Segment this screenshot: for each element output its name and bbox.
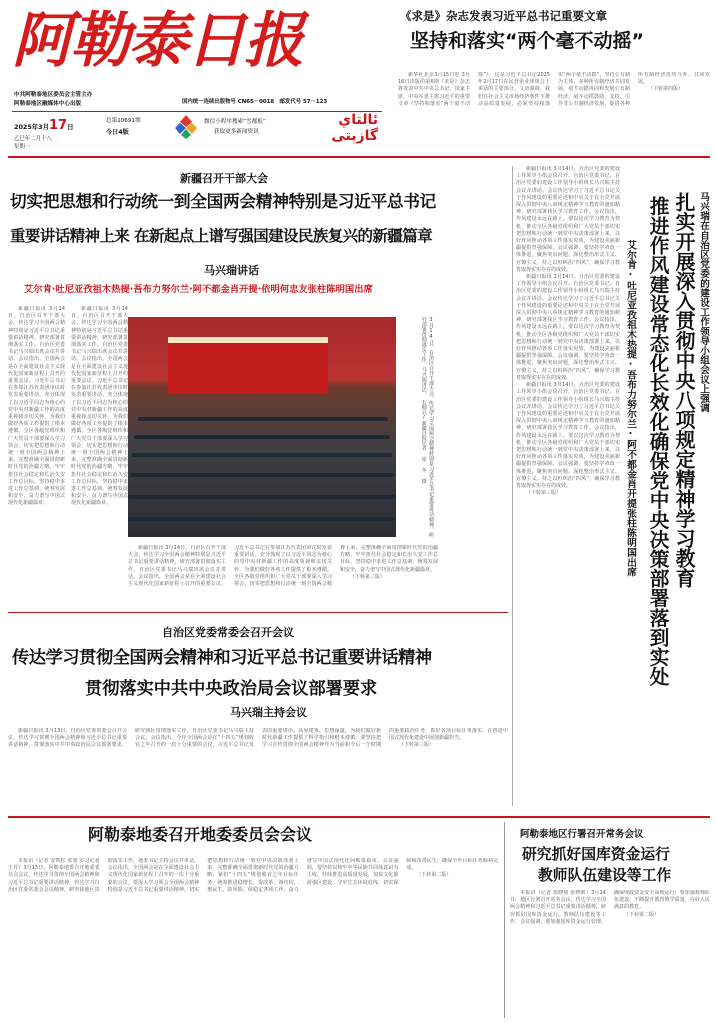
date-year: 2025年3月 [14, 123, 50, 131]
masthead-title: 阿勒泰日报 [12, 6, 302, 76]
audience-row [128, 495, 396, 499]
wechat-line-1: 微信小程序搜索“雪都报” [204, 119, 266, 125]
cn-number: 国内统一连续出版物号 CN65－0018 邮发代号 57－123 [182, 99, 328, 105]
right-column-byline: 艾尔肯·吐尼亚孜祖木热提·吾布力努尔兰·阿不都金肖开提张柱陈明国出席 [625, 240, 636, 577]
bottom-left-body: 本报讯（记者 安铁松 张勇 实习记者 王丹）3月15日，阿勒泰地委召开地委委员会会议，传达学习贯彻全国两会精神和习近平总书记重要讲话精神，传达学习自治区党委常委会会议精神，研究我地区贯彻落实工作。地委书记主持会议并讲话。会议指出，全国两会是在全面建设社会主义现代化国家新征程上召开的一次十分重要的会议。要深入学习领会全国两会精神特别是习近平总书记重要讲话精神，切实把思想和行动统一到党中央决策部署上来，完整准确全面贯彻新时代党的治疆方略，紧扣“十四五”规划收官之年目标任务，统筹推进稳增长、促改革、调结构、惠民生、防风险、保稳定各项工作，奋力谱写中国式现代化阿勒泰篇章。会议强调，要坚持以铸牢中华民族共同体意识为主线，持续推进高质量发展，加快文化旅游强区建设，守牢生态环境底线，切实保障和改善民生，确保全年目标任务顺利完成。 （下转第二版） [8, 858, 498, 893]
second-body: 新疆日报讯 3月13日，自治区党委常委会召开会议，传达学习贯彻全国两会精神和习近平总书记重要讲话精神，贯彻落实中共中央政治局会议部署要求，研究我区贯彻落实工作。自治区党委书记马兴瑞主持会议。会议指出，今年全国两会是在“十四五”规划收官之年召开的一次十分重要的会议，习近平总书记发表的重要讲话，高屋建瓴、思想深邃，为我们做好新时代新疆工作提供了科学指引和根本遵循。要坚持把学习宣传贯彻全国两会精神作为当前和今后一个时期的重要政治任务，抓好各项目标任务落实，在推进中国式现代化建设中展现新疆担当。 （下转第三版） [8, 728, 508, 749]
bottom-right-headline-line-1: 研究抓好国库资金运行 [522, 846, 670, 863]
right-column-body: 新疆日报讯 3月14日，自治区党委的建设工作领导小组会议召开。自治区党委书记、自治区党委的建设工作领导小组组长马兴瑞主持会议并讲话。会议传达学习了习近平总书记关于作风建设的重要论述和中央关于在全党开展深入贯彻中央八项规定精神学习教育的通知精神，研究部署我区学习教育工作。会议指出，作风建设永远在路上。要以这次学习教育为契机，推动全区各级党组织和广大党员干部切实把思想和行动统一到党中央决策部署上来，以好作风推动各项工作落实见效，为建设美丽新疆提供坚强保障。会议强调，要坚持学查改一体推进，聚焦突出问题，深化整治形式主义、官僚主义，持之以恒纠治“四风”，确保学习教育取得实实在在的成效。 新疆日报讯 3月14日，自治区党委的建设工作领导小组会议召开。自治区党委书记、自治区党委的建设工作领导小组组长马兴瑞主持会议并讲话。会议传达学习了习近平总书记关于作风建设的重要论述和中央关于在全党开展深入贯彻中央八项规定精神学习教育的通知精神，研究部署我区学习教育工作。会议指出，作风建设永远在路上。要以这次学习教育为契机，推动全区各级党组织和广大党员干部切实把思想和行动统一到党中央决策部署上来，以好作风推动各项工作落实见效，为建设美丽新疆提供坚强保障。会议强调，要坚持学查改一体推进，聚焦突出问题，深化整治形式主义、官僚主义，持之以恒纠治“四风”，确保学习教育取得实实在在的成效。 新疆日报讯 3月14日，自治区党委的建设工作领导小组会议召开。自治区党委书记、自治区党委的建设工作领导小组组长马兴瑞主持会议并讲话。会议传达学习了习近平总书记关于作风建设的重要论述和中央关于在全党开展深入贯彻中央八项规定精神学习教育的通知精神，研究部署我区学习教育工作。会议指出，作风建设永远在路上。要以这次学习教育为契机，推动全区各级党组织和广大党员干部切实把思想和行动统一到党中央决策部署上来，以好作风推动各项工作落实见效，为建设美丽新疆提供坚强保障。会议强调，要坚持学查改一体推进，聚焦突出问题，深化整治形式主义、官僚主义，持之以恒纠治“四风”，确保学习教育取得实实在在的成效。 （下转第三版） [516, 166, 620, 497]
app-logo-icon [172, 114, 200, 140]
audience-row [132, 453, 392, 457]
lunar-date: 乙巳年二月十八 [14, 136, 52, 142]
qiushi-kicker: 《求是》杂志发表习近平总书记重要文章 [400, 9, 607, 23]
right-column-headline-b: 推进作风建设常态化长效化确保党中央决策部署落到实处 [646, 196, 669, 686]
bottom-right-kicker: 阿勒泰地区行署召开常务会议 [520, 829, 644, 840]
sponsor-line-2: 阿勒泰地区融媒体中心出版 [14, 101, 82, 107]
lead-headline-line-1: 切实把思想和行动统一到全国两会精神特别是习近平总书记 [10, 191, 437, 211]
section-divider [8, 612, 508, 613]
stage-banner [168, 337, 328, 343]
second-headline-line-1: 传达学习贯彻全国两会精神和习近平总书记重要讲话精神 [12, 648, 432, 668]
second-kicker: 自治区党委常委会召开会议 [162, 626, 294, 639]
audience-row [138, 417, 388, 421]
lead-headline-line-2: 重要讲话精神上来 在新起点上谱写强国建设民族复兴的新疆篇章 [10, 226, 432, 245]
second-subhead: 马兴瑞主持会议 [230, 706, 307, 719]
photo-caption: 3月14日，自治区召开干部大会，传达学习全国两会精神特别是习近平总书记重要讲话精神，研究部署贯彻落实工作。马兴瑞讲话。 石榴云/新疆日报记者 崔 冬 摄 [420, 317, 434, 537]
lead-byline: 艾尔肯·吐尼亚孜祖木热提·吾布力努尔兰·阿不都金肖开提·依明何忠友张柱陈明国出席 [24, 284, 373, 295]
right-column-rule [512, 166, 513, 806]
date-day: 17 [49, 118, 68, 133]
wechat-line-2: 获取更多新闻资讯 [214, 129, 259, 135]
bottom-left-headline: 阿勒泰地委召开地委委员会会议 [88, 825, 313, 844]
stage-backdrop [168, 337, 328, 394]
right-column-headline-a: 扎实开展深入贯彻中央八项规定精神学习教育 [672, 192, 695, 588]
weekday: 星期一 [14, 144, 31, 150]
audience-row [128, 517, 396, 521]
lead-photo [128, 317, 396, 537]
issue-number: 总第10691期 [106, 118, 141, 124]
bottom-right-body: 本报讯（记者 郑晓倩 张晓莉）3月14日，地区行署召开常务会议，传达学习全国两会精神和习近平总书记重要讲话精神，研究抓好国库资金运行、教师队伍建设等工作。会议强调，要加强国库资金运行管理，确保财政资金安全高效运行；要加强教师队伍建设，不断提升教育教学质量，办好人民满意的教育。 （下转第二版） [510, 890, 710, 925]
audience-row [134, 435, 390, 439]
date-unit: 日 [67, 123, 74, 131]
qiushi-body: 新华社北京3月15日电 3月16日出版的第6期《求是》杂志将发表中共中央总书记、国家主席、中央军委主席习近平的重要文章《坚持和落实“两个毫不动摇”》。这是习近平总书记2025年2月17日在民营企业座谈会上讲话的主要部分。文章强调，我们在社会主义市场经济条件下推动高质量发展，必须坚持和落实“两个毫不动摇”，坚持公有制为主体、多种所有制经济共同发展，毫不动摇巩固和发展公有制经济，毫不动摇鼓励、支持、引导非公有制经济发展，促进各种所有制经济优势互补、共同发展。 （下转第四版） [398, 72, 710, 107]
lead-body-bottom: 新疆日报讯 3月14日，自治区召开干部大会，传达学习全国两会精神特别是习近平总书记重要讲话精神，研究部署贯彻落实工作。自治区党委书记马兴瑞出席会议并讲话。会议指出，全国两会是在全面建设社会主义现代化国家新征程上召开的重要会议。习近平总书记在参加江苏代表团审议时发表重要讲话，充分体现了以习近平同志为核心的党中央对新疆工作的高度重视和亲切关怀，为我们做好各项工作提供了根本遵循。全区各级党组织和广大党员干部要深入学习领会，切实把思想和行动统一到全国两会精神上来，完整准确全面贯彻新时代党的治疆方略，牢牢扭住社会稳定和长治久安工作总目标，坚持稳中求进工作总基调，统筹发展和安全，奋力谱写中国式现代化新疆篇章。 （下转第三版） [128, 545, 438, 588]
page-count: 今日4版 [106, 129, 129, 136]
right-column-kicker: 马兴瑞在自治区党委的建设工作领导小组会议上强调 [698, 192, 709, 413]
second-headline-line-2: 贯彻落实中共中央政治局会议部署要求 [85, 679, 378, 699]
qiushi-headline: 坚持和落实“两个毫不动摇” [410, 30, 644, 52]
bottom-right-headline-line-2: 教师队伍建设等工作 [538, 867, 672, 884]
bottom-section-rule [8, 816, 710, 818]
lead-body-left: 新疆日报讯 3月14日，自治区召开干部大会，传达学习全国两会精神特别是习近平总书记重要讲话精神，研究部署贯彻落实工作。自治区党委书记马兴瑞出席会议并讲话。会议指出，全国两会是在全面建设社会主义现代化国家新征程上召开的重要会议。习近平总书记在参加江苏代表团审议时发表重要讲话，充分体现了以习近平同志为核心的党中央对新疆工作的高度重视和亲切关怀，为我们做好各项工作提供了根本遵循。全区各级党组织和广大党员干部要深入学习领会，切实把思想和行动统一到全国两会精神上来，完整准确全面贯彻新时代党的治疆方略，牢牢扭住社会稳定和长治久安工作总目标，坚持稳中求进工作总基调，统筹发展和安全，奋力谱写中国式现代化新疆篇章。 新疆日报讯 3月14日，自治区召开干部大会，传达学习全国两会精神特别是习近平总书记重要讲话精神，研究部署贯彻落实工作。自治区党委书记马兴瑞出席会议并讲话。会议指出，全国两会是在全面建设社会主义现代化国家新征程上召开的重要会议。习近平总书记在参加江苏代表团审议时发表重要讲话，充分体现了以习近平同志为核心的党中央对新疆工作的高度重视和亲切关怀，为我们做好各项工作提供了根本遵循。全区各级党组织和广大党员干部要深入学习领会，切实把思想和行动统一到全国两会精神上来，完整准确全面贯彻新时代党的治疆方略，牢牢扭住社会稳定和长治久安工作总目标，坚持稳中求进工作总基调，统筹发展和安全，奋力谱写中国式现代化新疆篇章。 [8, 306, 128, 507]
bottom-column-rule [504, 822, 505, 1018]
audience-row [130, 473, 394, 477]
kazakh-title: ئالتاي گازېتى [331, 112, 378, 144]
date-block [14, 114, 109, 148]
masthead-bottom-rule [8, 156, 710, 158]
sponsor-line-1: 中共阿勒泰地区委员会主管主办 [14, 92, 93, 98]
lead-subhead: 马兴瑞讲话 [204, 264, 259, 277]
lead-kicker: 新疆召开干部大会 [180, 172, 268, 185]
